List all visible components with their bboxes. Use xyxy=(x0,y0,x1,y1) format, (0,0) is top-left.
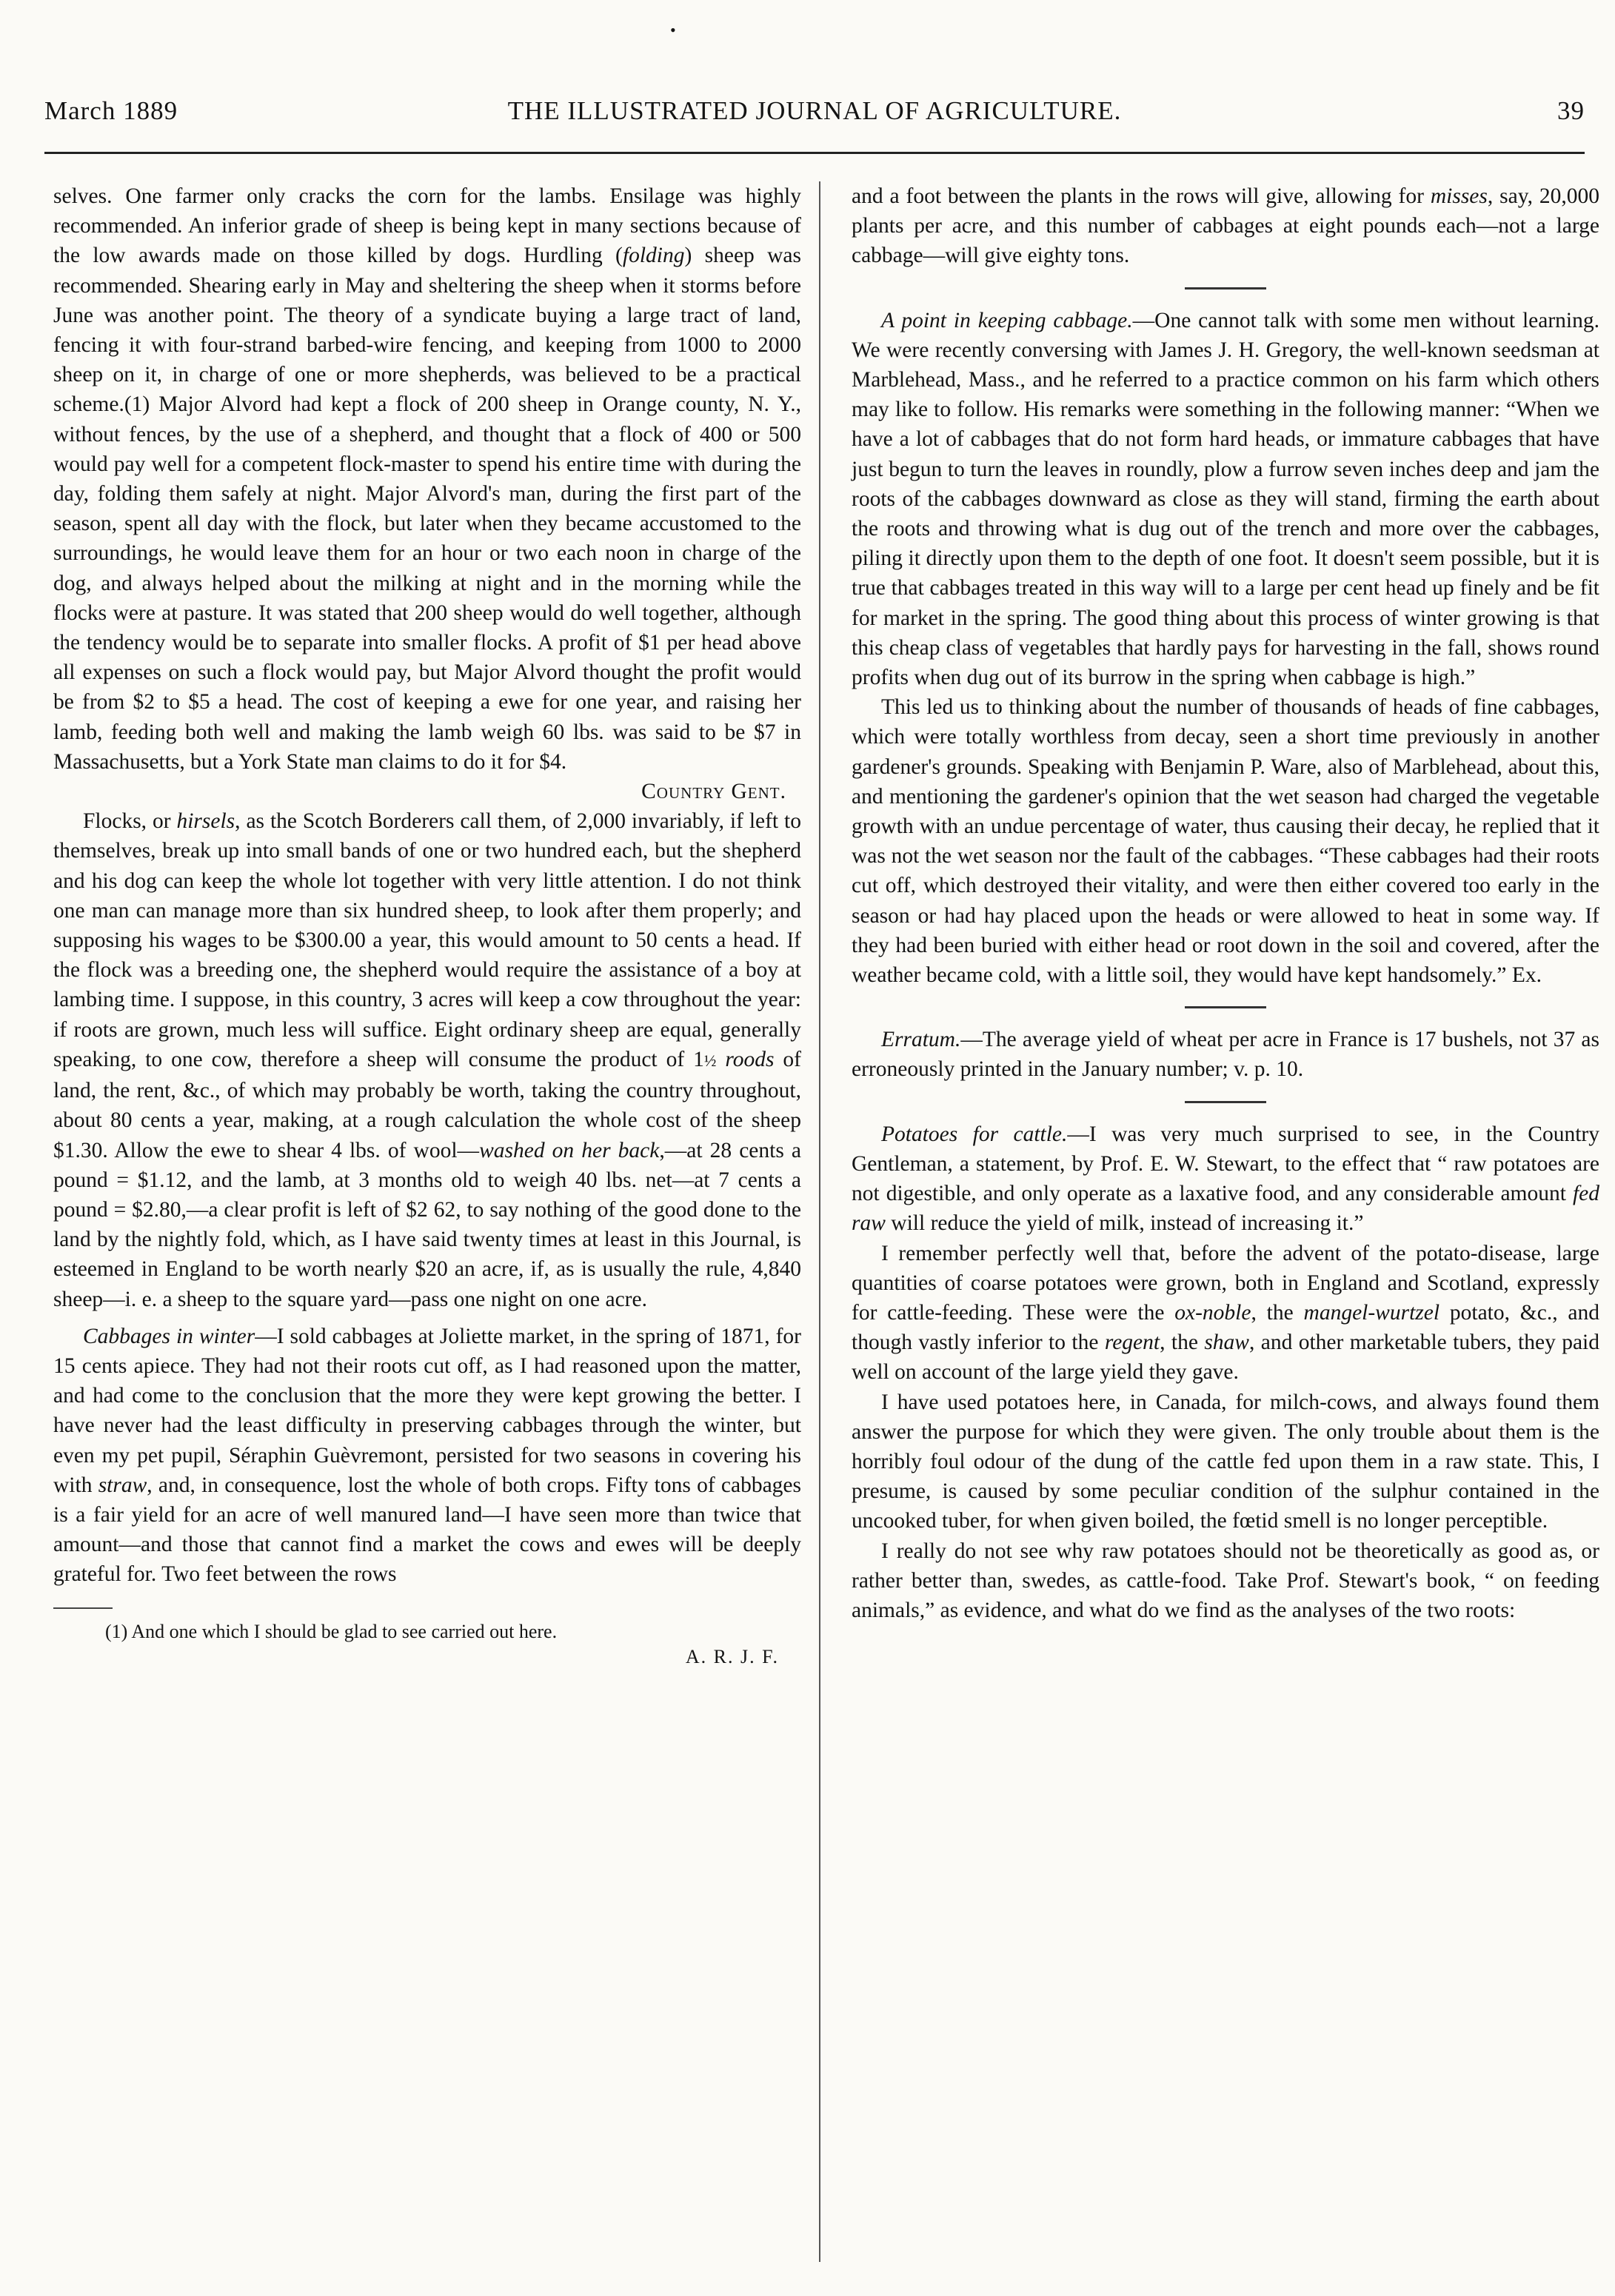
italic-shaw: shaw xyxy=(1204,1331,1249,1355)
italic-fed-raw: fed raw xyxy=(852,1182,1599,1236)
fraction: ½ xyxy=(703,1051,717,1070)
text: and a foot between the plants in the rows will give, allowing for xyxy=(852,184,1431,208)
paragraph-sheep-continued xyxy=(53,181,801,777)
journal-title: THE ILLUSTRATED JOURNAL OF AGRICULTURE. xyxy=(507,96,1122,125)
signature-country-gent: Country Gent. xyxy=(641,780,786,804)
text: selves. One farmer only cracks the corn for the lambs. Ensilage was highly recommended. An inferior grade of sheep is being kept in many sections because of the low awards made on those killed by dogs. Hurdling ( xyxy=(53,184,801,268)
paragraph-remember xyxy=(852,1239,1599,1388)
text: , the xyxy=(1251,1300,1304,1325)
separator xyxy=(1185,1101,1266,1103)
text: , as the Scotch Borderers call them, of 2,000 invariably, if left to themselves, break up into small bands of one or two hundred each, but the shepherd and his dog can keep the whole lot together with very little attention. I do not think one man can manage more than six hundred sheep, to look after them properly; and supposing his wages to be $300.00 a year, this would amount to 50 cents a head. If the flock was a breeding one, the shepherd would require the assistance of a boy at lambing time. I suppose, in this country, 3 acres will keep a cow throughout the year: if roots are grown, much less will suffice. Eight ordinary sheep are equal, generally speaking, to one cow, therefore a sheep will consume the product of 1 xyxy=(53,809,801,1071)
header-rule xyxy=(44,152,1585,154)
top-mark: • xyxy=(670,21,676,39)
text: —The average yield of wheat per acre in France is 17 bushels, not 37 as erroneously printed in the January number; v. p. 10. xyxy=(852,1028,1599,1082)
italic-regent: regent xyxy=(1104,1331,1160,1355)
text: Major Alvord had kept a flock of 200 sheep in Orange county, N. Y., without fences, by the use of a shepherd, and thought that a flock of 400 or 500 would pay well for a competent flock-master to spend his entire time with during the day, folding them safely at night. Major Alvord's man, during the first part of the season, spent all day with the flock, but later when they became accustomed to the surroundings, he would leave them for an hour or two each noon in charge of the dog, and always helped about the milking at night and in the morning while the flocks were at pasture. It was stated that 200 sheep would do well together, although the tendency would be to separate into smaller flocks. A profit of $1 per head above all expenses on such a flock would pay, but Major Alvord thought the profit would be from $2 to $5 a head. The cost of keeping a ewe for one year, and raising her lamb, feeding both well and making the lamb weigh 60 lbs. was said to be $7 in Massachusetts, but a York State man claims to do it for $4. xyxy=(53,392,801,774)
section-heading-point: A point in keeping cabbage. xyxy=(881,308,1133,332)
page-number: 39 xyxy=(1557,96,1585,125)
footnote-ref: (1) xyxy=(124,392,150,417)
paragraph-used-potatoes: I have used potatoes here, in Canada, for milch-cows, and always found them answer the purpose for which they were given. The only trouble about them is the horribly foul odour of the dung of the cattle fed upon them in a raw state. This, I presume, is caused by some peculiar condition of the sulphur contained in the uncooked tuber, for when given boiled, the fœtid smell is no longer perceptible. xyxy=(852,1390,1599,1533)
text: , and other marketable tubers, they paid well on account of the large yield they gave. xyxy=(852,1331,1600,1385)
paragraph-cabbages-winter xyxy=(53,1322,801,1590)
text: —One cannot talk with some men without learning. We were recently conversing with James J. H. Gregory, the well-known seedsman at Marblehead, Mass., and he referred to a practice common on his farm which others may like to follow. His remarks were something in the following manner: “When we have a lot of cabbages that do not form hard heads, or immature cabbages that have just begun to turn the leaves in roundly, plow a furrow seven inches deep and jam the roots of the cabbages downward as close as they will stand, firming the earth about the roots and throwing what is dug out of the trench and more over the cabbages, piling it directly upon them to the depth of one foot. It doesn't seem possible, but it is true that cabbages treated in this way will to a large per cent head up finely and be fit for market in the spring. The good thing about this process of winter growing is that this cheap class of vegetables that hardly pays for harvesting in the fall, shows round profits when dug out of its burrow in the spring when cabbage is high.” xyxy=(852,308,1599,690)
italic-ox-noble: ox-noble xyxy=(1174,1300,1251,1325)
text: potato, &c., and though vastly inferior to the xyxy=(852,1300,1599,1355)
paragraph-thousands-heads: This led us to thinking about the number of thousands of heads of fine cabbages, which were totally worthless from decay, seen a short time previously in another gardener's grounds. Speaking with Benjamin P. Ware, also of Marblehead, about this, and mentioning the gardener's opinion that the wet season had charged the vegetable growth with an undue percentage of water, thus causing their decay, he replied that it was not the wet season nor the fault of the cabbages. “These cabbages had their roots cut off, which destroyed their vitality, and were then either covered too early in the season or had hay placed upon the heads or were allowed to heat in some way. If they had been buried with either head or root down in the soil and covered, after the weather became cold, with a little soil, they would have kept handsomely.” Ex. xyxy=(852,695,1599,988)
paragraph-cabbage-continued xyxy=(852,181,1599,271)
text: , the xyxy=(1160,1331,1205,1355)
text: will reduce the yield of milk, instead of increasing it.” xyxy=(885,1211,1364,1236)
italic-straw: straw xyxy=(98,1473,147,1497)
paragraph-raw-potatoes: I really do not see why raw potatoes should not be theoretically as good as, or rather better than, swedes, as cattle-food. Take Prof. Stewart's book, “ on feeding animals,” as evidence, and what do we find as the analyses of the two roots: xyxy=(852,1539,1599,1622)
text: of land, the rent, &c., of which may probably be worth, taking the country throughout, about 80 cents a year, making, at a rough calculation the whole cost of the sheep $1.30. Allow the ewe to shear 4 lbs. of wool— xyxy=(53,1047,801,1162)
paragraph-potatoes-cattle xyxy=(852,1119,1599,1239)
paragraph-erratum xyxy=(852,1025,1599,1084)
section-heading-erratum: Erratum. xyxy=(881,1028,961,1052)
paragraph-flocks xyxy=(53,806,801,1313)
paragraph-point-cabbage xyxy=(852,306,1599,693)
section-heading-potatoes: Potatoes for cattle. xyxy=(881,1122,1068,1146)
right-column xyxy=(852,181,1599,1625)
text: —I sold cabbages at Joliette market, in the spring of 1871, for 15 cents apiece. They had not their roots cut off, as I had reasoned upon the matter, and had come to the conclusion that the more they were kept growing the better. I have never had the least difficulty in preserving cabbages through the winter, but even my pet pupil, Séraphin Guèvremont, persisted for two seasons in covering his with xyxy=(53,1324,801,1497)
italic-washed: washed on her back xyxy=(479,1138,660,1162)
left-column xyxy=(53,181,801,1670)
italic-roods: roods xyxy=(716,1047,775,1071)
footnote-signature: A. R. J. F. xyxy=(685,1645,779,1667)
text: ) sheep was recommended. Shearing early in May and sheltering the sheep when it storms before June was another point. The theory of a syndicate buying a large tract of land, fencing it with four-strand barbed-wire fencing, and keeping from 1000 to 2000 sheep on it, in charge of one or more shepherds, was believed to be a practical scheme. xyxy=(53,244,801,417)
text: ,—at 28 cents a pound = $1.12, and the lamb, at 3 months old to weigh 40 lbs. net—at 7 cents a pound = $2.80,—a clear profit is left of $2 62, to say nothing of the good done to the land by the nightly fold, which, as I have said twenty times at least in this Journal, is esteemed in England to be worth nearly $20 an acre, if, as is usually the rule, 4,840 sheep—i. e. a sheep to the square yard—pass one night on one acre. xyxy=(53,1138,802,1311)
running-header xyxy=(44,96,1585,138)
text: I remember perfectly well that, before the advent of the potato-disease, large quantities of coarse potatoes were grown, both in England and Scotland, expressly for cattle-feeding. These were the xyxy=(852,1241,1599,1325)
italic-folding: folding xyxy=(622,244,685,268)
separator xyxy=(1185,287,1266,289)
column-divider xyxy=(819,181,820,2262)
text: Flocks, or xyxy=(83,809,177,834)
header-date: March 1889 xyxy=(44,96,178,125)
separator xyxy=(1185,1006,1266,1008)
italic-misses: misses xyxy=(1430,184,1488,208)
footnote: (1) And one which I should be glad to see carried out here. xyxy=(105,1620,558,1642)
footnote-rule xyxy=(53,1607,113,1609)
text: , say, 20,000 plants per acre, and this number of cabbages at eight pounds each—not a large cabbage—will give eighty tons. xyxy=(852,184,1599,268)
text: —I was very much surprised to see, in the Country Gentleman, a statement, by Prof. E. W. Stewart, to the effect that “ raw potatoes are not digestible, and only operate as a laxative food, and any considerable amount xyxy=(852,1122,1599,1206)
text: , and, in consequence, lost the whole of both crops. Fifty tons of cabbages is a fair yield for an acre of well manured land—I have seen more than twice that amount—and those that cannot find a market the cows and ewes will be deeply grateful for. Two feet between the rows xyxy=(53,1473,801,1587)
italic-hirsels: hirsels xyxy=(176,809,235,834)
italic-mangel: mangel-wurtzel xyxy=(1303,1300,1440,1325)
section-heading-cabbages: Cabbages in winter xyxy=(83,1324,255,1348)
